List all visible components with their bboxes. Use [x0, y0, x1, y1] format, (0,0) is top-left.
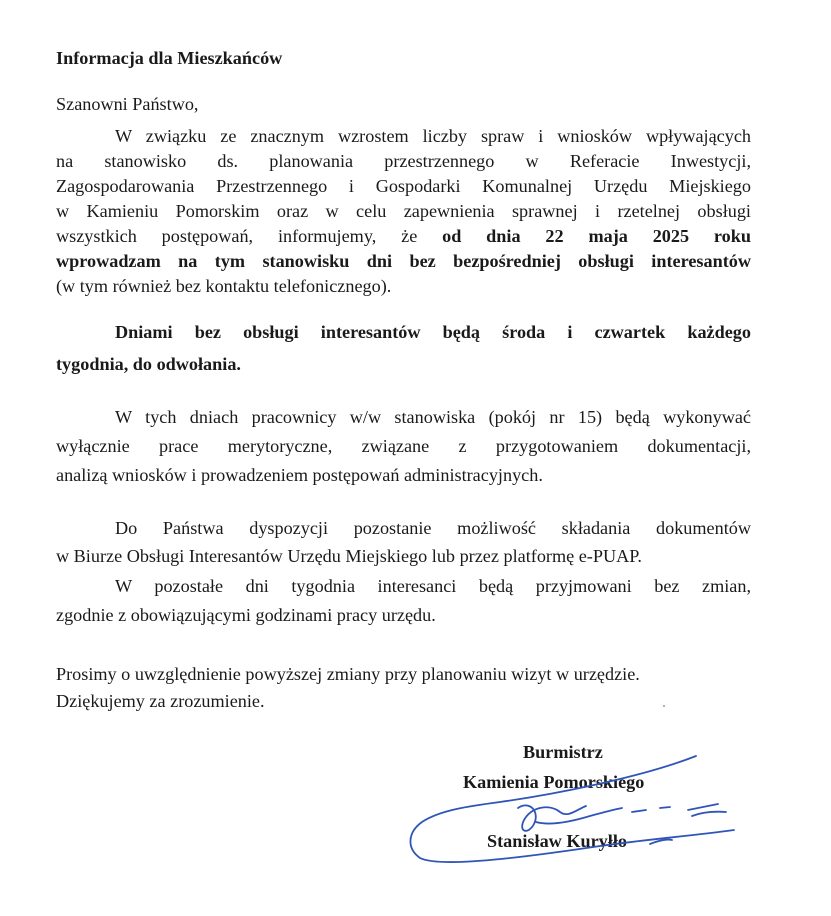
p4-line-1: Do Państwa dyspozycji pozostanie możliwość składania dokumentów [115, 518, 751, 538]
p1-line-3: Zagospodarowania Przestrzennego i Gospodarki Komunalnej Urzędu Miejskiego [56, 176, 751, 196]
p3-line-1: W tych dniach pracownicy w/w stanowiska (pokój nr 15) będą wykonywać [115, 407, 751, 427]
salutation: Szanowni Państwo, [56, 94, 199, 114]
speck-mark [663, 705, 665, 707]
signature-block [400, 740, 740, 870]
p2-line-2: tygodnia, do odwołania. [56, 354, 241, 374]
page-title: Informacja dla Mieszkańców [56, 48, 283, 68]
p2-line-1: Dniami bez obsługi interesantów będą środa i czwartek każdego [115, 322, 751, 342]
p5-line-1: W pozostałe dni tygodnia interesanci będą przyjmowani bez zmian, [115, 576, 751, 596]
p1-line-6: wprowadzam na tym stanowisku dni bez bezpośredniej obsługi interesantów [56, 251, 751, 271]
p1-line-2: na stanowisko ds. planowania przestrzennego w Referacie Inwestycji, [56, 151, 751, 171]
handwritten-signature [400, 740, 740, 870]
p3-line-3: analizą wniosków i prowadzeniem postępowań administracyjnych. [56, 465, 543, 485]
p1-line-5-regular: wszystkich postępowań, informujemy, że [56, 226, 443, 246]
p3-line-2: wyłącznie prace merytoryczne, związane z przygotowaniem dokumentacji, [56, 436, 751, 456]
p1-line-1: W związku ze znacznym wzrostem liczby spraw i wniosków wpływających [115, 126, 751, 146]
signatory-name: Stanisław Kuryłło [487, 831, 627, 851]
signatory-role: Burmistrz [523, 742, 603, 762]
closing-line-1: Prosimy o uwzględnienie powyższej zmiany przy planowaniu wizyt w urzędzie. [56, 664, 640, 684]
p1-line-4: w Kamieniu Pomorskim oraz w celu zapewnienia sprawnej i rzetelnej obsługi [56, 201, 751, 221]
signatory-office: Kamienia Pomorskiego [463, 772, 645, 792]
p4-line-2: w Biurze Obsługi Interesantów Urzędu Miejskiego lub przez platformę e-PUAP. [56, 546, 642, 566]
p5-line-2: zgodnie z obowiązującymi godzinami pracy urzędu. [56, 605, 436, 625]
p1-line-5 [56, 225, 751, 247]
p1-line-7: (w tym również bez kontaktu telefonicznego). [56, 276, 392, 296]
closing-line-2: Dziękujemy za zrozumienie. [56, 691, 265, 711]
p1-line-5-bold: od dnia 22 maja 2025 roku [442, 226, 751, 246]
